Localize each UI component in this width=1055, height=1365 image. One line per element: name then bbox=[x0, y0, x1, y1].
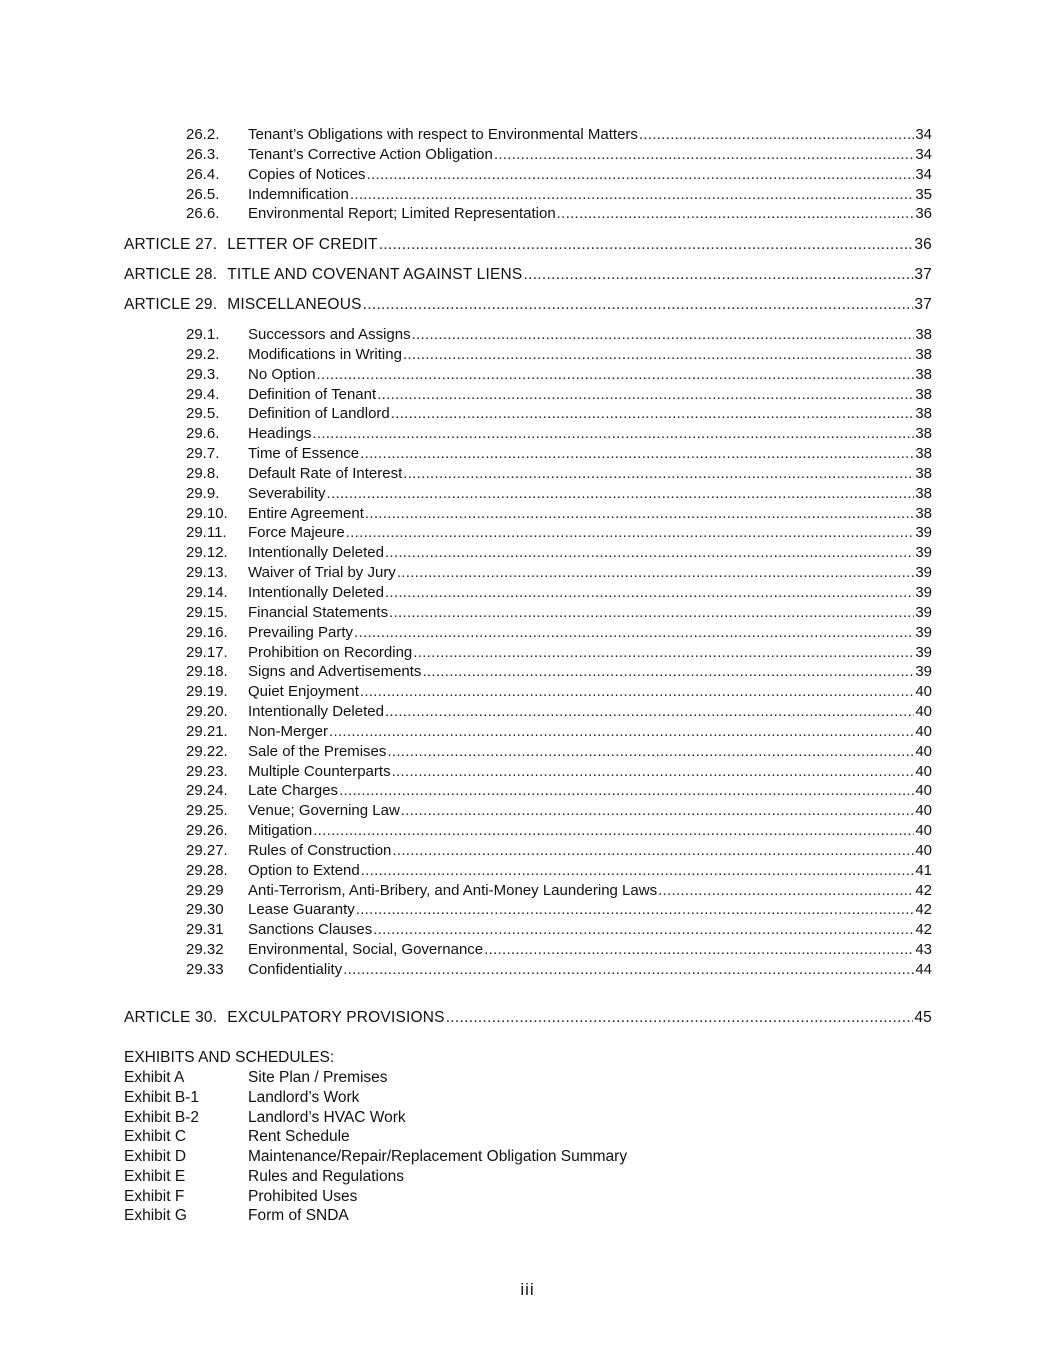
exhibit-row bbox=[124, 1187, 627, 1207]
page-number: 38 bbox=[915, 484, 932, 502]
exhibit-title: Maintenance/Repair/Replacement Obligation Summary bbox=[248, 1148, 628, 1165]
toc-article-row[interactable] bbox=[124, 265, 932, 285]
toc-entry-row[interactable] bbox=[124, 444, 932, 464]
section-number: 29.19. bbox=[186, 683, 228, 701]
section-number: 26.3. bbox=[186, 145, 220, 163]
section-title: Intentionally Deleted bbox=[248, 583, 384, 601]
toc-entry-row[interactable] bbox=[124, 424, 932, 444]
page-number: 38 bbox=[915, 445, 932, 463]
page-number: 39 bbox=[915, 643, 932, 661]
dot-leader bbox=[385, 543, 914, 563]
section-number: 29.15. bbox=[186, 603, 228, 621]
dot-leader bbox=[392, 841, 914, 861]
page-number: 40 bbox=[915, 782, 932, 800]
page-number: 38 bbox=[915, 464, 932, 482]
dot-leader bbox=[339, 781, 914, 801]
section-number: 29.31 bbox=[186, 921, 224, 939]
page-number: 34 bbox=[915, 126, 932, 143]
section-number: 29.32 bbox=[186, 941, 224, 959]
section-number: 29.7. bbox=[186, 445, 220, 463]
exhibit-row bbox=[124, 1127, 627, 1147]
toc-section-29 bbox=[124, 325, 932, 980]
section-number: 29.28. bbox=[186, 861, 228, 879]
section-number: 29.30 bbox=[186, 901, 224, 919]
section-number: 29.11. bbox=[186, 524, 227, 542]
page-number: 40 bbox=[915, 742, 932, 760]
exhibit-id: Exhibit F bbox=[124, 1187, 185, 1205]
dot-leader bbox=[327, 484, 915, 504]
section-title: No Option bbox=[248, 365, 316, 383]
section-title: Anti-Terrorism, Anti-Bribery, and Anti-Money Laundering Laws bbox=[248, 881, 658, 899]
dot-leader bbox=[403, 345, 914, 365]
dot-leader bbox=[361, 861, 915, 881]
exhibit-id: Exhibit D bbox=[124, 1148, 187, 1165]
page-number: 38 bbox=[915, 326, 932, 343]
toc-entry-row[interactable] bbox=[124, 464, 932, 484]
page-number: 36 bbox=[915, 205, 932, 223]
dot-leader bbox=[446, 1008, 914, 1028]
page-number: 39 bbox=[915, 663, 932, 681]
section-number: 29.27. bbox=[186, 841, 228, 859]
dot-leader bbox=[312, 424, 914, 444]
page-number: 42 bbox=[915, 921, 932, 939]
section-title: Copies of Notices bbox=[248, 165, 366, 183]
section-number: 29.12. bbox=[186, 544, 228, 562]
section-number: 26.2. bbox=[186, 126, 220, 143]
section-number: 29.14. bbox=[186, 583, 228, 601]
dot-leader bbox=[379, 235, 914, 255]
exhibit-title: Form of SNDA bbox=[248, 1207, 349, 1225]
dot-leader bbox=[373, 920, 914, 940]
exhibit-title: Rules and Regulations bbox=[248, 1167, 404, 1185]
exhibit-id: Exhibit B-1 bbox=[124, 1088, 199, 1106]
section-number: 29.3. bbox=[186, 365, 220, 383]
exhibit-title: Prohibited Uses bbox=[248, 1187, 358, 1205]
toc-entry-row[interactable] bbox=[124, 365, 932, 385]
section-title: Option to Extend bbox=[248, 861, 360, 879]
section-title: Mitigation bbox=[248, 822, 313, 840]
section-number: 29.25. bbox=[186, 802, 228, 820]
dot-leader bbox=[422, 662, 914, 682]
article-number: ARTICLE 28. bbox=[124, 266, 218, 283]
page-number: 42 bbox=[915, 901, 932, 919]
dot-leader bbox=[365, 504, 914, 524]
page-number: 39 bbox=[915, 564, 932, 582]
article-title: MISCELLANEOUS bbox=[227, 296, 362, 313]
page-number: 36 bbox=[914, 236, 932, 253]
toc-article-row[interactable] bbox=[124, 235, 932, 255]
exhibit-title: Landlord’s HVAC Work bbox=[248, 1108, 406, 1126]
exhibit-id: Exhibit A bbox=[124, 1069, 185, 1086]
section-number: 26.6. bbox=[186, 205, 220, 223]
exhibit-row bbox=[124, 1206, 627, 1226]
page-number: 40 bbox=[915, 722, 932, 740]
section-title: Waiver of Trial by Jury bbox=[248, 564, 396, 582]
toc-entry-row[interactable] bbox=[124, 861, 932, 881]
exhibits-and-schedules bbox=[124, 1048, 627, 1226]
toc-entry-row[interactable] bbox=[124, 742, 932, 762]
page-number: 39 bbox=[915, 544, 932, 562]
section-title: Tenant’s Obligations with respect to Environmental Matters bbox=[248, 126, 638, 143]
page-number: 38 bbox=[915, 504, 932, 522]
section-title: Time of Essence bbox=[248, 445, 360, 463]
section-title: Environmental Report; Limited Representation bbox=[248, 205, 556, 223]
section-number: 29.18. bbox=[186, 663, 228, 681]
dot-leader bbox=[523, 265, 913, 285]
toc-entry-row[interactable] bbox=[124, 583, 932, 603]
section-number: 29.5. bbox=[186, 405, 220, 423]
section-title: Prohibition on Recording bbox=[248, 643, 413, 661]
page-number: 37 bbox=[914, 266, 932, 283]
toc-entry-row[interactable] bbox=[124, 504, 932, 524]
section-number: 29.16. bbox=[186, 623, 228, 641]
section-number: 29.33 bbox=[186, 961, 224, 978]
section-title: Sale of the Premises bbox=[248, 742, 387, 760]
page-number: 40 bbox=[915, 762, 932, 780]
dot-leader bbox=[412, 325, 915, 345]
page-number: 38 bbox=[915, 405, 932, 423]
toc-entry-row[interactable] bbox=[124, 722, 932, 742]
toc-entry-row[interactable] bbox=[124, 702, 932, 722]
page-number: 39 bbox=[915, 623, 932, 641]
toc-entry-row[interactable] bbox=[124, 682, 932, 702]
section-title: Force Majeure bbox=[248, 524, 345, 542]
exhibits-list bbox=[124, 1068, 627, 1226]
dot-leader bbox=[494, 145, 914, 165]
toc-article-29 bbox=[124, 295, 932, 315]
exhibit-id: Exhibit B-2 bbox=[124, 1108, 199, 1126]
dot-leader bbox=[346, 523, 915, 543]
section-title: Indemnification bbox=[248, 185, 349, 203]
toc-entry-row[interactable] bbox=[124, 940, 932, 960]
toc-article-row[interactable] bbox=[124, 1008, 932, 1028]
dot-leader bbox=[356, 900, 915, 920]
toc-entry-row[interactable] bbox=[124, 960, 932, 980]
exhibit-row bbox=[124, 1068, 627, 1088]
exhibit-row bbox=[124, 1167, 627, 1187]
section-title: Entire Agreement bbox=[248, 504, 364, 522]
page-number: 38 bbox=[915, 365, 932, 383]
page-number: 38 bbox=[915, 425, 932, 443]
section-title: Default Rate of Interest bbox=[248, 464, 403, 482]
section-number: 29.6. bbox=[186, 425, 220, 443]
page-number: 34 bbox=[915, 165, 932, 183]
toc-entry-row[interactable] bbox=[124, 643, 932, 663]
page-number: 38 bbox=[915, 345, 932, 363]
section-title: Rules of Construction bbox=[248, 841, 392, 859]
section-title: Non-Merger bbox=[248, 722, 329, 740]
toc-entry-row[interactable] bbox=[124, 543, 932, 563]
page-number: 34 bbox=[915, 145, 932, 163]
exhibit-title: Rent Schedule bbox=[248, 1128, 350, 1146]
toc-entry-row[interactable] bbox=[124, 165, 932, 185]
page-number: 40 bbox=[915, 802, 932, 820]
section-title: Signs and Advertisements bbox=[248, 663, 422, 681]
page-footer-number: iii bbox=[520, 1280, 535, 1299]
page-number: 40 bbox=[915, 703, 932, 721]
toc-entry-row[interactable] bbox=[124, 385, 932, 405]
section-title: Tenant’s Corrective Action Obligation bbox=[248, 145, 493, 163]
exhibit-row bbox=[124, 1147, 627, 1167]
dot-leader bbox=[367, 165, 915, 185]
toc-entry-row[interactable] bbox=[124, 185, 932, 205]
exhibit-id: Exhibit C bbox=[124, 1128, 187, 1146]
toc-entry-row[interactable] bbox=[124, 623, 932, 643]
section-number: 29.9. bbox=[186, 484, 220, 502]
article-number: ARTICLE 27. bbox=[124, 236, 218, 253]
page-number: 43 bbox=[915, 941, 932, 959]
page-number: 40 bbox=[915, 841, 932, 859]
page-number: 39 bbox=[915, 583, 932, 601]
dot-leader bbox=[389, 603, 914, 623]
section-title: Intentionally Deleted bbox=[248, 703, 384, 721]
section-title: Financial Statements bbox=[248, 603, 389, 621]
section-title: Definition of Tenant bbox=[248, 385, 377, 403]
toc-article-row[interactable] bbox=[124, 295, 932, 315]
dot-leader bbox=[557, 204, 915, 224]
exhibit-title: Site Plan / Premises bbox=[248, 1069, 388, 1086]
page-number: 39 bbox=[915, 524, 932, 542]
exhibit-title: Landlord’s Work bbox=[248, 1088, 360, 1106]
section-title: Multiple Counterparts bbox=[248, 762, 391, 780]
section-number: 29.20. bbox=[186, 703, 228, 721]
exhibit-id: Exhibit E bbox=[124, 1167, 186, 1185]
section-title: Quiet Enjoyment bbox=[248, 683, 359, 701]
dot-leader bbox=[387, 742, 914, 762]
section-number: 29.8. bbox=[186, 464, 220, 482]
dot-leader bbox=[484, 940, 914, 960]
page-number: 41 bbox=[915, 861, 932, 879]
toc-entry-row[interactable] bbox=[124, 125, 932, 145]
exhibit-row bbox=[124, 1108, 627, 1128]
section-title: Sanctions Clauses bbox=[248, 921, 373, 939]
dot-leader bbox=[397, 563, 915, 583]
page-number: 44 bbox=[915, 961, 932, 978]
section-title: Modifications in Writing bbox=[248, 345, 402, 363]
section-number: 29.21. bbox=[186, 722, 228, 740]
dot-leader bbox=[392, 762, 915, 782]
toc-entry-row[interactable] bbox=[124, 781, 932, 801]
section-title: Late Charges bbox=[248, 782, 339, 800]
dot-leader bbox=[360, 682, 914, 702]
dot-leader bbox=[343, 960, 914, 980]
article-number: ARTICLE 30. bbox=[124, 1009, 218, 1026]
dot-leader bbox=[363, 295, 914, 315]
toc-entry-row[interactable] bbox=[124, 762, 932, 782]
section-number: 29.2. bbox=[186, 345, 220, 363]
section-number: 26.4. bbox=[186, 165, 220, 183]
section-number: 29.26. bbox=[186, 822, 228, 840]
page-number: 40 bbox=[915, 683, 932, 701]
toc-entry-row[interactable] bbox=[124, 662, 932, 682]
toc-entry-row[interactable] bbox=[124, 801, 932, 821]
section-number: 26.5. bbox=[186, 185, 220, 203]
toc-entry-row[interactable] bbox=[124, 345, 932, 365]
toc-entry-row[interactable] bbox=[124, 603, 932, 623]
section-title: Definition of Landlord bbox=[248, 405, 390, 423]
section-title: Severability bbox=[248, 484, 326, 502]
toc-entry-row[interactable] bbox=[124, 821, 932, 841]
section-number: 29.29 bbox=[186, 881, 224, 899]
section-title: Venue; Governing Law bbox=[248, 802, 400, 820]
page-number: 45 bbox=[914, 1009, 932, 1026]
page-number: 40 bbox=[915, 822, 932, 840]
toc-article-30 bbox=[124, 1008, 932, 1028]
toc-entry-row[interactable] bbox=[124, 484, 932, 504]
dot-leader bbox=[391, 404, 915, 424]
section-title: Headings bbox=[248, 425, 312, 443]
exhibit-row bbox=[124, 1088, 627, 1108]
dot-leader bbox=[377, 385, 914, 405]
toc-entry-row[interactable] bbox=[124, 920, 932, 940]
toc-entry-row[interactable] bbox=[124, 841, 932, 861]
dot-leader bbox=[385, 583, 914, 603]
dot-leader bbox=[350, 185, 914, 205]
article-number: ARTICLE 29. bbox=[124, 296, 218, 313]
section-number: 29.10. bbox=[186, 504, 228, 522]
dot-leader bbox=[639, 125, 914, 145]
dot-leader bbox=[385, 702, 914, 722]
dot-leader bbox=[317, 365, 915, 385]
toc-article-28 bbox=[124, 265, 932, 285]
article-title: EXCULPATORY PROVISIONS bbox=[227, 1009, 445, 1026]
dot-leader bbox=[401, 801, 915, 821]
toc-section-26 bbox=[124, 125, 932, 224]
section-number: 29.22. bbox=[186, 742, 228, 760]
section-title: Prevailing Party bbox=[248, 623, 354, 641]
dot-leader bbox=[658, 881, 914, 901]
toc-entry-row[interactable] bbox=[124, 900, 932, 920]
dot-leader bbox=[360, 444, 914, 464]
exhibit-id: Exhibit G bbox=[124, 1207, 187, 1225]
toc-entry-row[interactable] bbox=[124, 204, 932, 224]
page-number: 42 bbox=[915, 881, 932, 899]
toc-entry-row[interactable] bbox=[124, 404, 932, 424]
section-number: 29.13. bbox=[186, 564, 228, 582]
section-title: Lease Guaranty bbox=[248, 901, 355, 919]
exhibits-heading: EXHIBITS AND SCHEDULES: bbox=[124, 1049, 335, 1066]
toc-entry-row[interactable] bbox=[124, 145, 932, 165]
page-number: 39 bbox=[915, 603, 932, 621]
page-number: 38 bbox=[915, 385, 932, 403]
page-number: 37 bbox=[914, 296, 932, 313]
toc-entry-row[interactable] bbox=[124, 881, 932, 901]
section-title: Successors and Assigns bbox=[248, 326, 411, 343]
section-number: 29.24. bbox=[186, 782, 228, 800]
article-title: TITLE AND COVENANT AGAINST LIENS bbox=[227, 266, 523, 283]
article-title: LETTER OF CREDIT bbox=[227, 236, 378, 253]
page-number: 35 bbox=[915, 185, 932, 203]
dot-leader bbox=[313, 821, 914, 841]
section-number: 29.17. bbox=[186, 643, 228, 661]
section-title: Confidentiality bbox=[248, 961, 343, 978]
dot-leader bbox=[354, 623, 914, 643]
toc-entry-row[interactable] bbox=[124, 563, 932, 583]
dot-leader bbox=[329, 722, 914, 742]
section-number: 29.1. bbox=[186, 326, 220, 343]
toc-entry-row[interactable] bbox=[124, 523, 932, 543]
toc-entry-row[interactable] bbox=[124, 325, 932, 345]
section-title: Environmental, Social, Governance bbox=[248, 941, 484, 959]
toc-article-27 bbox=[124, 235, 932, 255]
section-title: Intentionally Deleted bbox=[248, 544, 384, 562]
dot-leader bbox=[413, 643, 914, 663]
section-number: 29.23. bbox=[186, 762, 228, 780]
dot-leader bbox=[403, 464, 914, 484]
section-number: 29.4. bbox=[186, 385, 220, 403]
